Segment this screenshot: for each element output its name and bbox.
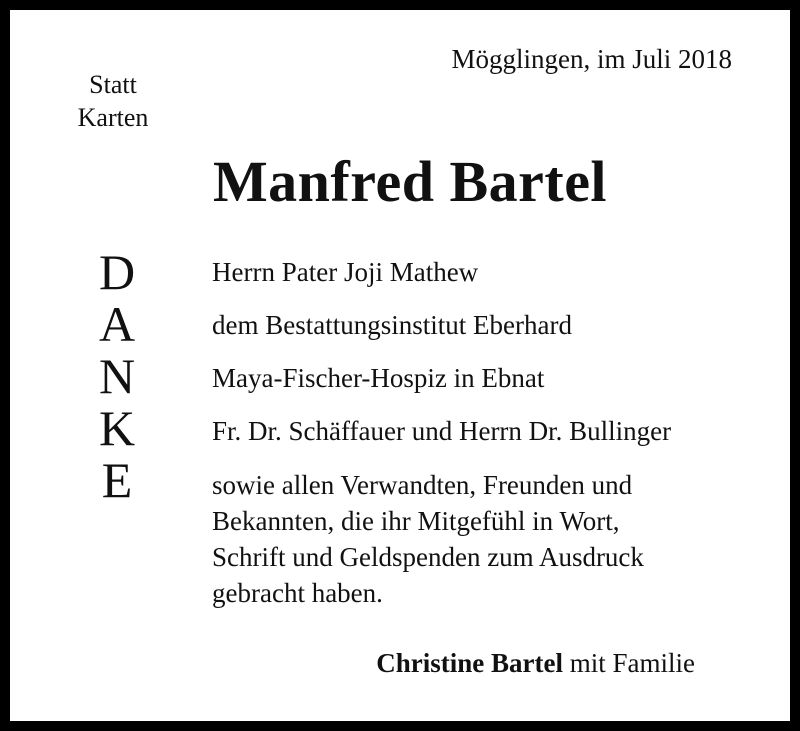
thanks-item: dem Bestattungsinstitut Eberhard [212,310,572,340]
signature [376,648,695,679]
thanks-list [212,255,792,467]
closing-paragraph [212,467,772,611]
danke-letter: K [98,400,136,456]
karten-line: Karten [77,103,149,132]
closing-line: Schrift und Geldspenden zum Ausdruck [212,542,644,572]
danke-letter: N [98,348,136,404]
closing-line: gebracht haben. [212,578,383,608]
statt-karten-note [50,68,176,134]
thanks-item: Fr. Dr. Schäffauer und Herrn Dr. Bullinger [212,416,672,446]
closing-line: sowie allen Verwandten, Freunden und [212,470,633,500]
danke-letter: D [98,244,136,300]
thanks-item: Herrn Pater Joji Mathew [212,257,479,287]
danke-letter: E [101,452,133,508]
deceased-name: Manfred Bartel [212,149,608,214]
thanks-item: Maya-Fischer-Hospiz in Ebnat [212,363,545,393]
place-date: Mögglingen, im Juli 2018 [451,44,732,74]
signer-suffix: mit Familie [563,648,695,678]
danke-vertical-word [82,246,152,506]
statt-line: Statt [89,70,137,99]
signer-name: Christine Bartel [376,648,563,678]
danke-letter: A [98,296,136,352]
closing-line: Bekannten, die ihr Mitgefühl in Wort, [212,506,620,536]
